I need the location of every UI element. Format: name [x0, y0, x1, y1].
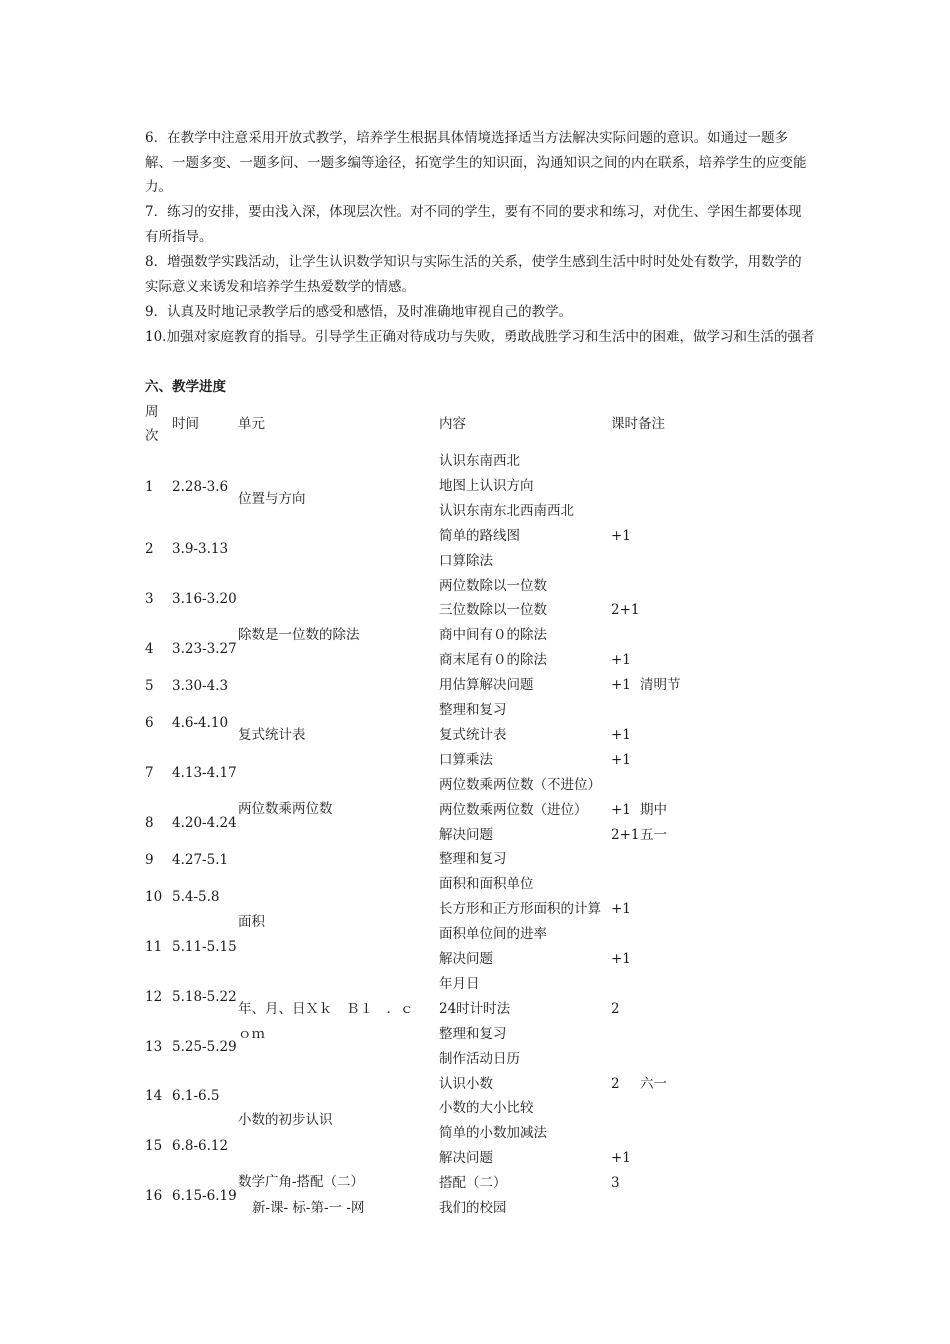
week-time: 4.6-4.10 [172, 715, 229, 731]
week-number: 10 [145, 889, 163, 905]
section-title: 六、教学进度 [145, 379, 226, 395]
content-item: 地图上认识方向 [439, 478, 534, 494]
content-hours: +1 [611, 677, 631, 693]
content-item: 简单的路线图 [439, 528, 520, 544]
content-item: 我们的校园 [439, 1200, 507, 1216]
content-hours: +1 [611, 727, 631, 743]
week-number: 2 [145, 541, 154, 557]
week-time: 4.13-4.17 [172, 765, 237, 781]
week-time: 3.16-3.20 [172, 591, 237, 607]
week-number: 1 [145, 479, 154, 495]
content-hours: +1 [611, 951, 631, 967]
content-item: 面积和面积单位 [439, 876, 534, 892]
unit-label: 面积 [238, 914, 265, 930]
week-time: 3.30-4.3 [172, 678, 229, 694]
header-unit: 单元 [238, 416, 265, 432]
week-time: 5.18-5.22 [172, 989, 237, 1005]
week-time: 4.20-4.24 [172, 815, 237, 831]
week-number: 12 [145, 989, 163, 1005]
header-time: 时间 [172, 416, 199, 432]
watermark-text: 新-课- 标-第-一 -网 [252, 1200, 365, 1216]
content-hours: +1 [611, 802, 631, 818]
week-time: 5.4-5.8 [172, 889, 220, 905]
content-item: 24时计时法 [439, 1001, 511, 1017]
content-item: 解决问题 [439, 1150, 493, 1166]
content-note: 六一 [640, 1076, 667, 1092]
content-item: 认识东南西北 [439, 453, 520, 469]
content-item: 两位数乘两位数（不进位） [439, 777, 601, 793]
header-week-line2: 次 [145, 428, 159, 444]
content-hours: +1 [611, 1150, 631, 1166]
header-content: 内容 [439, 416, 466, 432]
content-note: 五一 [640, 827, 667, 843]
content-item: 小数的大小比较 [439, 1100, 534, 1116]
paragraph-10: 10.加强对家庭教育的指导。引导学生正确对待成功与失败，勇敢战胜学习和生活中的困难，做学习和生活的强者 [145, 329, 815, 345]
unit-label: 位置与方向 [238, 491, 306, 507]
week-number: 3 [145, 591, 154, 607]
week-time: 6.1-6.5 [172, 1088, 220, 1104]
unit-label: 数学广角-搭配（二） [238, 1174, 365, 1190]
content-note: 清明节 [640, 677, 681, 693]
content-item: 两位数除以一位数 [439, 578, 547, 594]
week-time: 6.8-6.12 [172, 1138, 229, 1154]
week-number: 9 [145, 852, 154, 868]
unit-label: 复式统计表 [238, 727, 306, 743]
content-item: 口算除法 [439, 553, 493, 569]
paragraph-7: 7．练习的安排，要由浅入深，体现层次性。对不同的学生，要有不同的要求和练习，对优生、学困生都要体现有所指导。 [145, 204, 802, 245]
paragraph-9: 9．认真及时地记录教学后的感受和感悟，及时准确地审视自己的教学。 [145, 304, 573, 320]
content-item: 制作活动日历 [439, 1051, 520, 1067]
week-time: 4.27-5.1 [172, 852, 229, 868]
content-item: 两位数乘两位数（进位） [439, 802, 588, 818]
content-hours: +1 [611, 901, 631, 917]
content-item: 整理和复习 [439, 702, 507, 718]
paragraph-8: 8．增强数学实践活动，让学生认识数学知识与实际生活的关系，使学生感到生活中时时处处有数学，用数学的实际意义来诱发和培养学生热爱数学的情感。 [145, 254, 802, 295]
content-item: 复式统计表 [439, 727, 507, 743]
content-hours: +1 [611, 528, 631, 544]
content-item: 商中间有０的除法 [439, 627, 547, 643]
content-hours: 2 [611, 1076, 620, 1092]
unit-label: ｏｍ [238, 1026, 265, 1042]
content-item: 解决问题 [439, 951, 493, 967]
week-number: 8 [145, 815, 154, 831]
content-item: 认识东南东北西南西北 [439, 503, 574, 519]
content-item: 解决问题 [439, 827, 493, 843]
content-item: 简单的小数加减法 [439, 1125, 547, 1141]
content-hours: 3 [611, 1175, 620, 1191]
paragraph-6: 6．在教学中注意采用开放式教学，培养学生根据具体情境选择适当方法解决实际问题的意识。如通过一题多解、一题多变、一题多问、一题多编等途径，拓宽学生的知识面，沟通知识之间的内在联系，培养学生的应变能力。 [145, 130, 807, 196]
week-time: 5.25-5.29 [172, 1039, 237, 1055]
header-hours-notes: 课时备注 [611, 416, 665, 432]
content-item: 整理和复习 [439, 1026, 507, 1042]
content-item: 年月日 [439, 976, 480, 992]
header-week-line1: 周 [145, 404, 159, 420]
content-item: 用估算解决问题 [439, 677, 534, 693]
week-number: 5 [145, 678, 154, 694]
week-time: 3.23-3.27 [172, 641, 237, 657]
unit-label: 除数是一位数的除法 [238, 627, 360, 643]
week-time: 5.11-5.15 [172, 939, 237, 955]
unit-label: 小数的初步认识 [238, 1112, 333, 1128]
content-item: 三位数除以一位数 [439, 602, 547, 618]
unit-label: 两位数乘两位数 [238, 801, 333, 817]
content-note: 期中 [640, 802, 667, 818]
week-number: 4 [145, 641, 154, 657]
content-hours: 2+1 [611, 827, 640, 843]
content-item: 认识小数 [439, 1076, 493, 1092]
week-number: 16 [145, 1188, 163, 1204]
content-item: 搭配（二） [439, 1175, 507, 1191]
week-number: 13 [145, 1039, 163, 1055]
week-number: 15 [145, 1138, 163, 1154]
content-item: 整理和复习 [439, 851, 507, 867]
week-number: 14 [145, 1088, 163, 1104]
content-item: 长方形和正方形面积的计算 [439, 901, 601, 917]
content-item: 口算乘法 [439, 752, 493, 768]
content-hours: +1 [611, 752, 631, 768]
content-hours: +1 [611, 652, 631, 668]
week-time: 6.15-6.19 [172, 1188, 237, 1204]
unit-label: 年、月、日Ｘｋ Ｂ１ ．ｃ [238, 1001, 414, 1017]
week-number: 6 [145, 715, 154, 731]
week-time: 3.9-3.13 [172, 541, 229, 557]
content-item: 商末尾有０的除法 [439, 652, 547, 668]
content-hours: 2+1 [611, 602, 640, 618]
week-number: 11 [145, 939, 163, 955]
content-hours: 2 [611, 1001, 620, 1017]
week-time: 2.28-3.6 [172, 479, 229, 495]
content-item: 面积单位间的进率 [439, 926, 547, 942]
week-number: 7 [145, 765, 154, 781]
